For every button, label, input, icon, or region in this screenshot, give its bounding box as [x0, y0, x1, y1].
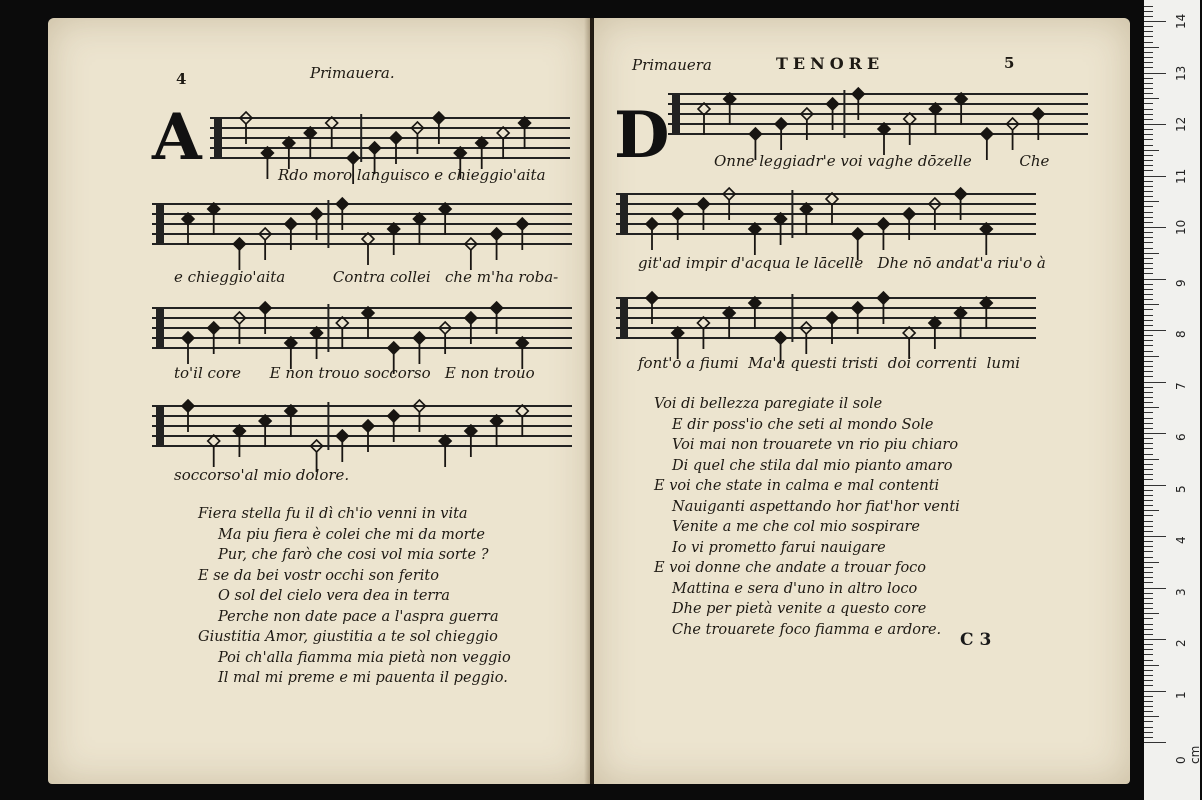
poem-line: Dhe per pietà venite a questo core [672, 601, 927, 617]
ruler-tick [1144, 685, 1153, 686]
ruler-tick [1144, 47, 1159, 48]
ruler-number: 0 cm [1174, 745, 1202, 764]
ruler-tick [1144, 459, 1159, 460]
ruler-tick [1144, 93, 1153, 94]
ruler-number: 10 [1174, 219, 1188, 235]
ruler-tick [1144, 181, 1153, 182]
ruler-tick [1144, 464, 1153, 465]
ruler-tick [1144, 335, 1153, 336]
ruler-number: 7 [1174, 381, 1188, 390]
lyric-line: Onne leggiadr'e voi vaghe dōzelle Che [714, 152, 1050, 170]
ruler-tick [1144, 356, 1159, 357]
ruler-tick [1144, 634, 1153, 635]
ruler-number: 2 [1174, 639, 1188, 647]
music-staff [210, 104, 570, 174]
measurement-ruler [1144, 0, 1200, 800]
decorated-initial: A [152, 100, 202, 175]
ruler-tick [1144, 526, 1153, 527]
ruler-tick [1144, 186, 1153, 187]
ruler-tick [1144, 660, 1153, 661]
music-staff [616, 284, 1036, 358]
ruler-tick [1144, 289, 1153, 290]
ruler-tick [1144, 696, 1153, 697]
ruler-tick [1144, 134, 1153, 135]
ruler-tick [1144, 119, 1153, 120]
lyric-line: font'o a fiumi Ma'a questi tristi doi correnti lumi [638, 354, 1021, 372]
poem-line: Nauiganti aspettando hor fiat'hor venti [672, 498, 960, 515]
ruler-tick [1144, 114, 1153, 115]
ruler-number: 5 [1174, 484, 1188, 493]
ruler-tick [1144, 88, 1153, 89]
ruler-tick [1144, 212, 1153, 213]
ruler-tick [1144, 567, 1153, 568]
poem-line: Perche non date pace a l'aspra guerra [218, 608, 499, 625]
voice-part-label: TENORE [776, 54, 885, 73]
signature-mark: C 3 [960, 630, 992, 650]
ruler-tick [1144, 376, 1153, 377]
ruler-tick [1144, 721, 1153, 722]
poem-line: Fiera stella fu il dì ch'io venni in vita [198, 506, 468, 522]
ruler-tick [1144, 83, 1153, 84]
ruler-tick [1144, 613, 1159, 614]
lyric-line: git'ad impir d'acqua le lācelle Dhe nō andat'a riu'o à [638, 254, 1046, 272]
ruler-tick [1144, 196, 1153, 197]
ruler-tick [1144, 191, 1153, 192]
poem-line: Io vi prometto farui nauigare [672, 539, 886, 556]
ruler-tick [1144, 294, 1153, 295]
ruler-tick [1144, 541, 1153, 542]
ruler-tick [1144, 680, 1153, 681]
ruler-tick [1144, 562, 1159, 563]
ruler-tick [1144, 67, 1153, 68]
ruler-tick [1144, 340, 1153, 341]
ruler-tick [1144, 557, 1153, 558]
ruler-tick [1144, 397, 1153, 398]
ruler-tick [1144, 145, 1153, 146]
ruler-tick [1144, 593, 1153, 594]
running-head: Primauera. [310, 64, 395, 82]
ruler-tick [1144, 387, 1153, 388]
ruler-tick [1144, 155, 1153, 156]
ruler-tick [1144, 629, 1153, 630]
ruler-tick [1144, 268, 1153, 269]
ruler-tick [1144, 309, 1153, 310]
ruler-tick [1144, 469, 1153, 470]
running-head: Primauera [632, 56, 712, 74]
ruler-tick [1144, 572, 1153, 573]
music-staff [152, 392, 572, 462]
ruler-tick [1144, 742, 1166, 743]
ruler-tick [1144, 170, 1153, 171]
ruler-tick [1144, 505, 1153, 506]
ruler-tick [1144, 366, 1153, 367]
poem-line: Voi di bellezza paregiate il sole [654, 396, 883, 412]
ruler-tick [1144, 443, 1153, 444]
ruler-tick [1144, 284, 1153, 285]
ruler-tick [1144, 26, 1153, 27]
decorated-initial: D [614, 98, 670, 173]
lyric-line: soccorso'al mio dolore. [174, 466, 350, 484]
ruler-tick [1144, 454, 1153, 455]
ruler-tick [1144, 654, 1153, 655]
ruler-tick [1144, 433, 1166, 434]
ruler-tick [1144, 618, 1153, 619]
ruler-tick [1144, 242, 1153, 243]
poem-line: Giustitia Amor, giustitia a te sol chieggio [198, 629, 498, 645]
ruler-tick [1144, 691, 1166, 692]
ruler-tick [1144, 423, 1153, 424]
ruler-tick [1144, 407, 1159, 408]
ruler-tick [1144, 52, 1153, 53]
ruler-tick [1144, 448, 1153, 449]
poem-line: E se da bei vostr occhi son ferito [198, 567, 439, 584]
left-page [48, 18, 590, 784]
poem-line: Pur, che farò che cosi vol mia sorte ? [218, 547, 489, 563]
ruler-tick [1144, 160, 1153, 161]
ruler-tick [1144, 418, 1153, 419]
open-book [48, 18, 1130, 784]
right-page [594, 18, 1130, 784]
ruler-tick [1144, 402, 1153, 403]
ruler-tick [1144, 31, 1153, 32]
ruler-number: 4 [1174, 536, 1188, 544]
ruler-number: 6 [1174, 433, 1188, 441]
poem-line: Il mal mi preme e mi pauenta il peggio. [218, 670, 508, 686]
lyric-line: e chieggio'aita Contra collei che m'ha roba- [174, 268, 559, 286]
poem-line: E voi che state in calma e mal contenti [654, 478, 940, 494]
ruler-tick [1144, 485, 1166, 486]
ruler-tick [1144, 273, 1153, 274]
ruler-tick [1144, 495, 1153, 496]
ruler-tick [1144, 248, 1153, 249]
ruler-tick [1144, 412, 1153, 413]
ruler-tick [1144, 263, 1153, 264]
ruler-tick [1144, 577, 1153, 578]
ruler-tick [1144, 624, 1153, 625]
ruler-number: 13 [1174, 65, 1188, 81]
ruler-tick [1144, 706, 1153, 707]
poem-line: E voi donne che andate a trouar foco [654, 560, 927, 576]
ruler-tick [1144, 11, 1153, 12]
lyric-line: Rdo moro languisco e chieggio'aita [278, 166, 546, 184]
ruler-tick [1144, 299, 1153, 300]
ruler-tick [1144, 6, 1153, 7]
ruler-tick [1144, 315, 1153, 316]
poem-stanzas [198, 504, 511, 689]
ruler-tick [1144, 237, 1153, 238]
ruler-tick [1144, 649, 1153, 650]
ruler-tick [1144, 474, 1153, 475]
ruler-tick [1144, 382, 1166, 383]
ruler-tick [1144, 732, 1153, 733]
page-number: 4 [176, 70, 187, 88]
ruler-number: 8 [1174, 330, 1188, 338]
ruler-tick [1144, 124, 1166, 125]
ruler-tick [1144, 73, 1166, 74]
ruler-tick [1144, 490, 1153, 491]
ruler-tick [1144, 16, 1153, 17]
ruler-tick [1144, 345, 1153, 346]
music-staff [616, 180, 1036, 254]
ruler-tick [1144, 361, 1153, 362]
ruler-tick [1144, 103, 1153, 104]
ruler-tick [1144, 330, 1166, 331]
ruler-tick [1144, 737, 1153, 738]
ruler-tick [1144, 351, 1153, 352]
poem-line: O sol del cielo vera dea in terra [218, 588, 450, 604]
ruler-tick [1144, 598, 1153, 599]
poem-line: Ma piu fiera è colei che mi da morte [218, 526, 485, 543]
ruler-tick [1144, 500, 1153, 501]
ruler-tick [1144, 428, 1153, 429]
music-staff [668, 80, 1088, 154]
ruler-number: 11 [1174, 168, 1188, 184]
ruler-tick [1144, 222, 1153, 223]
ruler-tick [1144, 325, 1153, 326]
ruler-number: 12 [1174, 116, 1188, 132]
ruler-tick [1144, 603, 1153, 604]
poem-line: E dir poss'io che seti al mondo Sole [672, 416, 934, 433]
ruler-tick [1144, 670, 1153, 671]
ruler-tick [1144, 253, 1159, 254]
music-staff [152, 294, 572, 364]
ruler-tick [1144, 206, 1153, 207]
ruler-tick [1144, 392, 1153, 393]
ruler-tick [1144, 129, 1153, 130]
ruler-tick [1144, 521, 1153, 522]
ruler-tick [1144, 665, 1159, 666]
ruler-tick [1144, 639, 1166, 640]
ruler-tick [1144, 36, 1153, 37]
ruler-tick [1144, 258, 1153, 259]
ruler-tick [1144, 515, 1153, 516]
ruler-tick [1144, 551, 1153, 552]
poem-line: Di quel che stila dal mio pianto amaro [672, 457, 953, 474]
ruler-tick [1144, 217, 1153, 218]
ruler-tick [1144, 139, 1153, 140]
poem-stanzas [654, 394, 960, 640]
ruler-tick [1144, 531, 1153, 532]
ruler-tick [1144, 711, 1153, 712]
ruler-tick [1144, 150, 1159, 151]
ruler-tick [1144, 201, 1159, 202]
ruler-tick [1144, 716, 1159, 717]
ruler-tick [1144, 57, 1153, 58]
ruler-tick [1144, 608, 1153, 609]
ruler-tick [1144, 176, 1166, 177]
ruler-tick [1144, 438, 1153, 439]
ruler-tick [1144, 510, 1159, 511]
ruler-tick [1144, 21, 1166, 22]
ruler-tick [1144, 320, 1153, 321]
poem-line: Venite a me che col mio sospirare [672, 519, 921, 535]
lyric-line: to'il core E non trouo soccorso E non trouo [174, 364, 535, 382]
ruler-number: 1 [1174, 690, 1188, 699]
ruler-tick [1144, 62, 1153, 63]
ruler-number: 14 [1174, 13, 1188, 29]
ruler-tick [1144, 582, 1153, 583]
ruler-tick [1144, 304, 1159, 305]
ruler-tick [1144, 109, 1153, 110]
ruler-tick [1144, 279, 1166, 280]
poem-line: Mattina e sera d'uno in altro loco [672, 580, 918, 597]
ruler-tick [1144, 232, 1153, 233]
poem-line: Voi mai non trouarete vn rio piu chiaro [672, 437, 959, 453]
ruler-tick [1144, 546, 1153, 547]
ruler-tick [1144, 675, 1153, 676]
ruler-tick [1144, 371, 1153, 372]
music-staff [152, 190, 572, 260]
poem-line: Poi ch'alla fiamma mia pietà non veggio [218, 649, 511, 666]
ruler-tick [1144, 42, 1153, 43]
ruler-tick [1144, 78, 1153, 79]
ruler-tick [1144, 165, 1153, 166]
poem-line: Che trouarete foco fiamma e ardore. [672, 621, 942, 638]
ruler-tick [1144, 98, 1159, 99]
ruler-tick [1144, 727, 1153, 728]
ruler-number: 9 [1174, 278, 1188, 287]
ruler-number: 3 [1174, 587, 1188, 596]
page-number: 5 [1004, 54, 1015, 72]
ruler-tick [1144, 227, 1166, 228]
ruler-tick [1144, 701, 1153, 702]
ruler-tick [1144, 536, 1166, 537]
ruler-tick [1144, 588, 1166, 589]
ruler-tick [1144, 644, 1153, 645]
ruler-tick [1144, 479, 1153, 480]
